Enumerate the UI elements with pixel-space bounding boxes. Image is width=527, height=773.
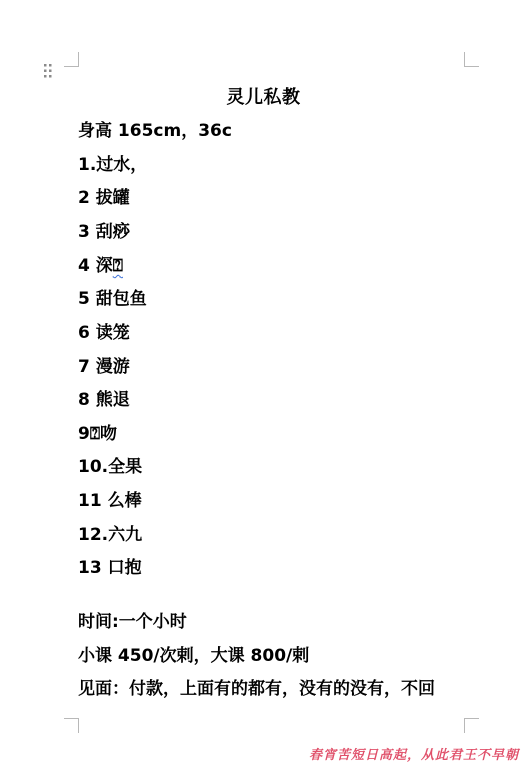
watermark-text: 春宵苦短日高起，从此君王不早朝 [308,748,519,763]
list-item-9-text: 吻 [100,424,118,444]
list-item-3: 3 刮痧 [78,222,130,242]
list-item-5: 5 甜包鱼 [78,289,147,309]
body-line-height: 身高 165cm，36c [78,121,232,141]
list-item-7: 7 漫游 [78,357,130,377]
footer-line-time: 时间:一个小时 [78,612,187,632]
list-item-4 [78,255,123,277]
missing-glyph-box: ⍰ [112,256,123,276]
list-item-8: 8 熊退 [78,390,130,410]
crop-mark-top-right [464,52,479,67]
list-item-9 [78,423,117,445]
move-handle-icon[interactable] [42,63,54,79]
list-item-6: 6 读笼 [78,323,130,343]
list-item-11: 11 么棒 [78,491,142,511]
document-title: 灵儿私教 [226,87,301,108]
list-item-13: 13 口抱 [78,558,142,578]
crop-mark-top-left [64,52,79,67]
crop-mark-bottom-left [64,718,79,733]
list-item-2: 2 拔罐 [78,188,130,208]
list-item-12: 12.六九 [78,525,143,545]
footer-line-meeting: 见面：付款，上面有的都有，没有的没有，不回 [78,679,435,699]
crop-mark-bottom-right [464,718,479,733]
missing-glyph-box: ⍰ [89,424,101,444]
list-item-9-number: 9 [78,424,90,444]
list-item-10: 10.全果 [78,457,143,477]
footer-line-price: 小课 450/次剌，大课 800/剌 [78,646,310,666]
list-item-4-text: 4 深 [78,256,113,276]
list-item-1: 1.过水， [78,155,148,175]
